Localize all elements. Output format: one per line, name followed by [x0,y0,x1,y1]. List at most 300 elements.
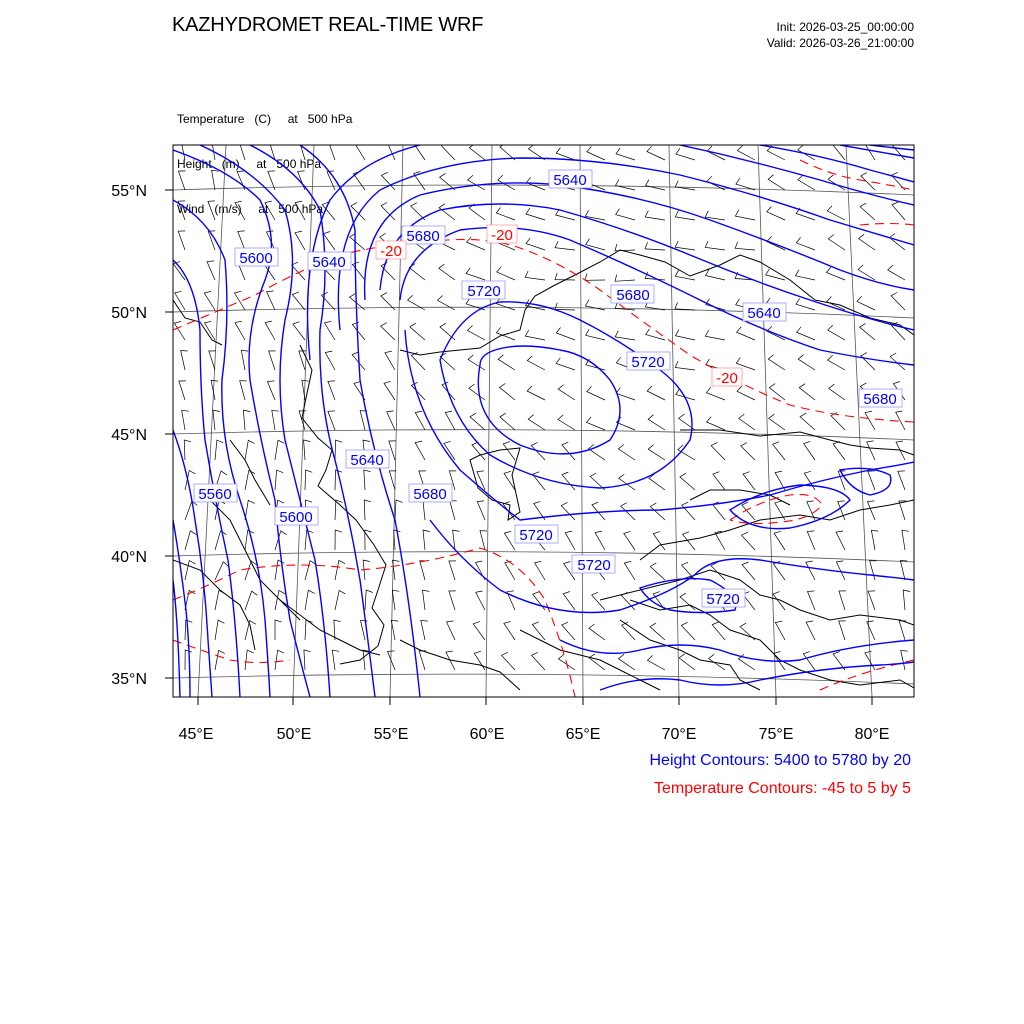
wind-barb [381,172,395,190]
wind-barb [184,440,191,460]
wind-barb [466,268,485,280]
wind-barb [450,501,457,520]
wind-barb [804,471,815,490]
wind-barb [555,303,575,310]
wind-barb [245,500,255,520]
wind-barb [469,204,485,220]
wind-barb [245,591,257,610]
wind-barb [558,415,575,430]
wind-barb [648,445,665,460]
wind-barb [868,471,875,490]
wind-barb [806,561,815,580]
wind-barb [828,355,845,370]
wind-barb [622,622,635,640]
wind-barb [742,562,755,580]
wind-barb [890,353,905,370]
wind-barb [563,592,575,611]
temperature-legend: Temperature Contours: -45 to 5 by 5 [653,780,911,797]
wind-barb [420,561,427,580]
lon-label-60: 60°E [469,726,505,743]
plot-frame [173,145,914,697]
wind-barb [742,532,756,550]
wind-barb [839,621,846,640]
wind-barb [237,171,245,190]
wind-barb [648,415,665,430]
wind-barb [898,471,905,490]
wind-barb [235,321,245,340]
lon-label-55: 55°E [373,726,409,743]
wind-barb [619,654,636,670]
wind-barb [470,413,485,430]
wind-barb [480,531,487,550]
field-temperature: Temperature (C) at 500 hPa [177,112,353,126]
wind-barb [295,201,305,220]
lon-label-75: 75°E [758,726,794,743]
wind-barb [335,440,342,460]
wind-barb [865,411,875,430]
wind-barb [767,207,785,221]
wind-barb [565,531,575,550]
wind-barb [615,331,635,340]
wind-barb [322,202,335,220]
wind-barb [527,356,545,370]
wind-barb [245,470,255,490]
wind-barb [364,500,371,520]
wind-barb [675,302,695,310]
height-label: 5680 [413,486,447,503]
wind-barb [796,270,816,280]
wind-barb [646,329,665,340]
wind-barb [410,323,425,340]
wind-barb [836,561,845,580]
wind-barb [364,470,371,490]
height-label: 5640 [747,305,781,322]
wind-barb [423,590,430,610]
temperature-contour-labels [376,225,742,387]
wind-barb [535,561,545,580]
wind-barb [215,562,229,580]
wind-barb [439,264,455,280]
wind-barb [735,210,755,220]
wind-barb [173,262,185,280]
wind-barb [504,621,515,640]
field-wind: Wind (m/s) at 500 hPa [177,202,324,216]
wind-barb [440,173,455,190]
wind-barb [467,237,485,250]
wind-barb [592,592,605,610]
wind-barb [469,384,485,400]
wind-barb [616,209,635,220]
wind-barb [768,175,785,190]
wind-barb [798,355,815,370]
wind-barb [185,501,197,520]
wind-barb [707,417,725,430]
height-label: 5640 [312,254,346,271]
wind-barb [328,141,335,160]
height-contour-labels [194,170,902,608]
wind-barb [275,531,287,550]
longitude-labels [179,726,890,743]
wind-barb [586,329,605,340]
wind-barb [328,381,335,400]
wind-barb [503,442,515,460]
wind-barb [447,621,456,640]
wind-barb [867,441,875,460]
wind-barb [827,206,845,220]
wind-barb [861,353,875,370]
wind-barb [211,380,218,400]
wind-barb [711,442,725,460]
wind-barb [355,141,366,160]
wind-barb [624,531,635,550]
wind-barb [676,330,696,340]
wind-barb [527,386,545,400]
wind-barb [743,472,755,490]
wind-barb [587,417,606,430]
wind-barb [526,238,545,250]
wind-barb [615,244,635,251]
wind-barb [182,410,189,430]
wind-barb [595,531,605,550]
wind-barb [175,291,185,310]
wind-barb [589,624,605,640]
lon-label-45: 45°E [178,726,214,743]
wind-barb [833,442,845,460]
wind-barb [215,650,225,670]
wind-barb [828,175,845,190]
init-time: Init: 2026-03-25_00:00:00 [776,20,914,34]
chart-title: KAZHYDROMET REAL-TIME WRF [172,14,484,36]
wind-barb [498,355,515,370]
wind-barb [706,387,725,400]
wind-barb [387,411,395,430]
wind-barb [235,291,246,310]
height-label: 5640 [553,172,587,189]
wind-barb [808,591,816,610]
wind-barb [204,291,215,310]
wind-barb [212,140,219,160]
wind-barb [860,323,875,340]
height-label: 5640 [350,452,384,469]
wind-barb [902,530,909,550]
wind-barb [185,561,195,581]
wind-barb [212,170,219,190]
wind-barb [650,623,665,640]
wind-barb [826,267,845,280]
wind-barb [439,204,455,220]
wind-barb [235,201,245,220]
wind-barb [496,327,515,340]
wind-barb [178,231,185,250]
wind-barb [562,442,575,460]
temp-label: -20 [716,370,738,387]
wind-barb [275,650,284,670]
wind-barb [304,440,311,460]
wind-barb [803,652,815,670]
wind-barb [265,321,275,340]
wind-barb [900,561,907,581]
wind-barb [181,351,188,371]
temp-label: -20 [380,243,402,260]
field-height: Height (m) at 500 hPa [177,157,322,171]
wind-barb [616,179,636,190]
wind-barb [562,622,575,640]
wind-barb [267,291,275,310]
wind-barb [505,561,515,580]
wind-barb [421,620,428,640]
wind-barb [647,386,665,400]
wind-barb [618,445,635,461]
wind-barb [774,531,785,550]
wind-barb [769,384,785,400]
wind-barb [561,502,575,520]
wind-barb [468,175,485,190]
wind-barb [706,269,726,280]
coastlines-borders [173,250,914,690]
wind-barb [500,413,515,430]
wind-barb [806,621,815,640]
wind-barb [414,141,425,160]
wind-barb [675,241,695,250]
wind-barb [767,326,785,340]
wind-barb [497,267,515,280]
wind-barb [325,351,335,370]
wind-barb [562,472,575,490]
lat-label-55: 55°N [111,183,147,200]
wind-barb [675,181,695,190]
wind-barb [624,561,635,580]
wind-barb [389,441,396,460]
wind-barb [473,622,485,640]
wind-barb [423,500,430,520]
wind-barb [239,141,246,160]
wind-barb [556,148,575,160]
wind-barb [526,208,545,220]
wind-barb [207,261,215,280]
wind-barb [328,411,335,430]
wind-barb [807,531,815,550]
wind-barb [415,411,425,430]
wind-barb [292,292,305,310]
wind-barb [365,590,373,610]
wind-barb [474,651,485,670]
height-label: 5680 [616,287,650,304]
wind-barb [275,440,284,460]
wind-barb [391,620,398,640]
wind-barb [867,501,875,520]
wind-barb [385,351,395,370]
wind-barb [647,146,665,160]
wind-barb [533,472,545,490]
wind-barb [267,381,275,400]
wind-barb [839,591,846,610]
wind-barb [857,296,875,310]
height-label: 5680 [406,228,440,245]
wind-barb [891,293,905,311]
wind-barb [705,330,725,340]
lon-label-80: 80°E [854,726,890,743]
wind-barb [179,381,186,400]
height-legend: Height Contours: 5400 to 5780 by 20 [649,752,911,769]
latitude-labels [111,183,147,688]
wind-barb [871,530,878,550]
wind-barb [305,561,316,580]
wind-barb [713,472,725,490]
wind-barb [174,321,185,340]
wind-barb [796,237,815,250]
wind-barb [532,652,546,670]
wind-barb [332,650,339,670]
wind-barb [419,651,426,670]
height-label: 5560 [198,486,232,503]
temp-label: -20 [491,227,513,244]
wind-barb [178,171,185,190]
wind-barb [352,262,365,280]
wind-barb [773,442,785,460]
lat-label-50: 50°N [111,305,147,322]
wind-barb [472,442,485,460]
wind-barb [528,415,545,430]
wind-barb [351,203,365,220]
wind-barb [243,410,250,430]
wind-barb [445,411,455,430]
wind-barb [240,381,247,400]
wind-barb [615,275,635,282]
wind-barb [387,141,395,160]
wind-barb [768,355,785,370]
wind-barb [476,591,485,610]
height-label: 5600 [239,250,273,267]
wind-barb [215,590,225,610]
wind-barb [645,211,665,220]
wind-barb [555,241,575,250]
wind-barb [676,148,695,160]
wind-barb [275,470,283,490]
wind-barb [245,440,255,460]
wind-barb [305,470,312,490]
wind-barb [592,502,605,520]
height-label: 5680 [863,391,897,408]
wind-barb [675,361,695,370]
wind-barb [469,144,485,160]
wind-barb [408,295,425,310]
wind-barb [892,202,905,220]
wind-barb [335,530,342,550]
wind-barb [269,351,276,370]
wind-barb [680,473,695,490]
lat-label-35: 35°N [111,671,147,688]
wind-barb [215,620,224,640]
wind-barb [467,326,485,341]
wind-barb [533,592,545,610]
wind-barb [800,413,815,430]
wind-barb [769,414,785,430]
wind-barb [739,414,755,430]
wind-barb [737,146,755,160]
wind-barb [558,385,575,400]
wind-barb [616,148,635,160]
wind-barb [804,441,815,460]
lon-label-65: 65°E [565,726,601,743]
wind-barb [241,350,248,370]
wind-barb [295,231,305,250]
wind-barb [275,620,282,640]
wind-barb [705,241,725,250]
wind-barb [650,563,665,580]
wind-barb [415,441,425,460]
graticule [173,145,914,697]
wind-barb [181,140,188,160]
height-label: 5720 [706,591,740,608]
lon-label-70: 70°E [661,726,697,743]
valid-time: Valid: 2026-03-26_21:00:00 [766,36,914,50]
wind-barb [525,330,545,340]
wind-barb [861,173,875,190]
wind-barb [440,323,455,340]
wind-barb [272,410,279,430]
wind-barb [335,500,343,520]
wind-barb [681,622,695,640]
wind-barb [423,530,430,550]
wind-barb [335,560,345,580]
wind-barb [735,242,755,250]
wind-barb [215,440,223,460]
wind-barb [836,531,845,550]
wind-barb [767,236,785,250]
wind-barb [185,531,196,550]
wind-barb [208,201,215,220]
wind-barb [395,500,403,520]
wind-barb [293,322,305,340]
height-label: 5720 [631,354,665,371]
wind-barb [325,321,336,340]
wind-barb [870,561,877,580]
wind-barb [500,143,515,160]
wind-barb [477,501,485,520]
wind-barb [238,231,245,250]
temperature-contours [173,160,914,697]
wind-barb [525,271,545,280]
height-label: 5720 [577,557,611,574]
wind-barb [828,325,845,340]
wind-barb [556,328,575,341]
wind-barb [680,593,695,610]
wind-barb [352,322,365,340]
wind-barb [350,233,365,250]
wind-barb [392,590,399,610]
wind-barb [646,180,666,190]
wind-barb [323,232,335,251]
wind-barb [859,234,875,250]
wind-barb [650,503,665,520]
wind-barb [682,502,695,520]
wind-barb [741,443,755,460]
wind-barb [903,590,910,610]
wind-barb [773,592,785,610]
wind-barb [500,384,516,401]
wind-barb [828,235,845,251]
wind-barb [496,208,515,221]
wind-barb [299,141,306,160]
wind-barb [453,530,460,550]
wind-barb [305,590,315,610]
wind-barb [335,590,345,610]
wind-barb [775,621,785,640]
wind-barb [829,384,845,400]
axis-ticks [165,190,872,705]
wind-barb [899,621,906,640]
wind-barb [868,591,875,610]
